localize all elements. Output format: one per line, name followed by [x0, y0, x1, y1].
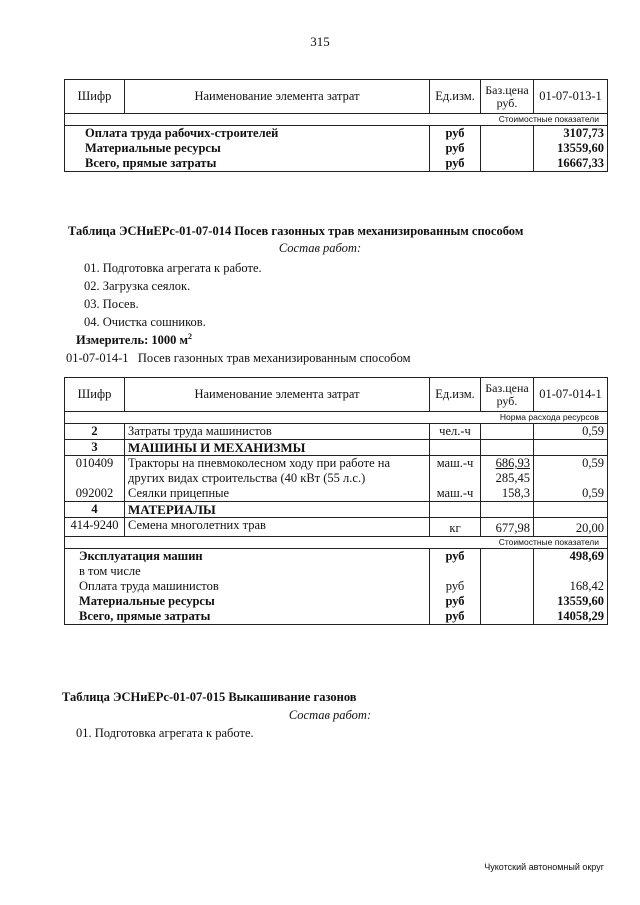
row-name: Семена многолетних трав: [125, 518, 430, 537]
header-rate: 01-07-014-1: [534, 378, 608, 412]
row-price: 158,3: [481, 486, 534, 502]
header-unit: Ед.изм.: [430, 80, 481, 114]
row-name: Сеялки прицепные: [125, 486, 430, 502]
work-item: 01. Подготовка агрегата к работе.: [84, 261, 262, 275]
cost-value: 14058,29: [534, 609, 608, 625]
item-code: 01-07-014-1: [66, 351, 129, 365]
table-title-015: Таблица ЭСНиЕРс-01-07-015 Выкашивание газонов: [62, 690, 357, 704]
work-item: 01. Подготовка агрегата к работе.: [76, 726, 254, 740]
cost-value: 498,69: [534, 549, 608, 565]
row-unit: руб: [430, 126, 481, 142]
works-title: Состав работ:: [288, 708, 372, 722]
group-name: МАШИНЫ И МЕХАНИЗМЫ: [125, 440, 430, 456]
works-title: Состав работ:: [278, 241, 362, 255]
cost-name: Оплата труда машинистов: [65, 579, 430, 594]
cost-unit: руб: [430, 609, 481, 625]
header-name: Наименование элемента затрат: [125, 80, 430, 114]
group-code: 3: [65, 440, 125, 456]
cost-name: Эксплуатация машин: [65, 549, 430, 565]
group-name: МАТЕРИАЛЫ: [125, 502, 430, 518]
item-line: [66, 351, 411, 366]
row-value: 20,00: [534, 518, 608, 537]
row-name: Затраты труда машинистов: [125, 424, 430, 440]
meter-label: Измеритель: 1000 $м^2$: [76, 332, 193, 348]
table-title-014: Таблица ЭСНиЕРс-01-07-014 Посев газонных трав механизированным способом: [68, 224, 524, 238]
work-item: 02. Загрузка сеялок.: [84, 279, 191, 293]
row-code: 414-9240: [65, 518, 125, 537]
page-number: 315: [310, 34, 330, 49]
row-name: Оплата труда рабочих-строителей: [65, 126, 430, 142]
subheader-resources: Норма расхода ресурсов: [481, 412, 608, 424]
row-value: 0,59: [534, 424, 608, 440]
row-price: 677,98: [481, 518, 534, 537]
row-value: 0,59: [534, 456, 608, 472]
row-unit: кг: [430, 518, 481, 537]
row-unit: руб: [430, 141, 481, 156]
subheader-costs: Стоимостные показатели: [481, 537, 608, 549]
cost-name: в том числе: [65, 564, 430, 579]
cost-value: 13559,60: [534, 594, 608, 609]
row-unit: маш.-ч: [430, 456, 481, 472]
row-name: Тракторы на пневмоколесном ходу при работе на: [125, 456, 430, 472]
group-code: 4: [65, 502, 125, 518]
row-name: Всего, прямые затраты: [65, 156, 430, 172]
footer-region: Чукотский автономный округ: [484, 862, 604, 872]
row-code: 2: [65, 424, 125, 440]
work-item: 03. Посев.: [84, 297, 139, 311]
row-unit: маш.-ч: [430, 486, 481, 502]
cost-unit: руб: [430, 549, 481, 565]
row-code: 010409: [65, 456, 125, 472]
header-base-price: Баз.цена руб.: [481, 80, 534, 114]
item-name: Посев газонных трав механизированным способом: [137, 351, 411, 365]
cost-table-013: [64, 79, 608, 172]
row-name-cont: других видах строительства (40 кВт (55 л.с.): [125, 471, 430, 486]
cost-value: 168,42: [534, 579, 608, 594]
row-code: 092002: [65, 486, 125, 502]
header-base-price: Баз.цена руб.: [481, 378, 534, 412]
cost-name: Всего, прямые затраты: [65, 609, 430, 625]
row-value: 3107,73: [534, 126, 608, 142]
cost-unit: руб: [430, 594, 481, 609]
subheader-costs: Стоимостные показатели: [481, 114, 608, 126]
row-value: 0,59: [534, 486, 608, 502]
row-unit: чел.-ч: [430, 424, 481, 440]
cost-name: Материальные ресурсы: [65, 594, 430, 609]
header-unit: Ед.изм.: [430, 378, 481, 412]
row-unit: руб: [430, 156, 481, 172]
row-value: 13559,60: [534, 141, 608, 156]
resource-table-014: [64, 377, 608, 625]
row-price: 686,93: [481, 456, 534, 472]
row-price: 285,45: [481, 471, 534, 486]
row-name: Материальные ресурсы: [65, 141, 430, 156]
header-name: Наименование элемента затрат: [125, 378, 430, 412]
row-value: 16667,33: [534, 156, 608, 172]
cost-unit: руб: [430, 579, 481, 594]
header-code: Шифр: [65, 378, 125, 412]
work-item: 04. Очистка сошников.: [84, 315, 206, 329]
header-code: Шифр: [65, 80, 125, 114]
header-rate: 01-07-013-1: [534, 80, 608, 114]
